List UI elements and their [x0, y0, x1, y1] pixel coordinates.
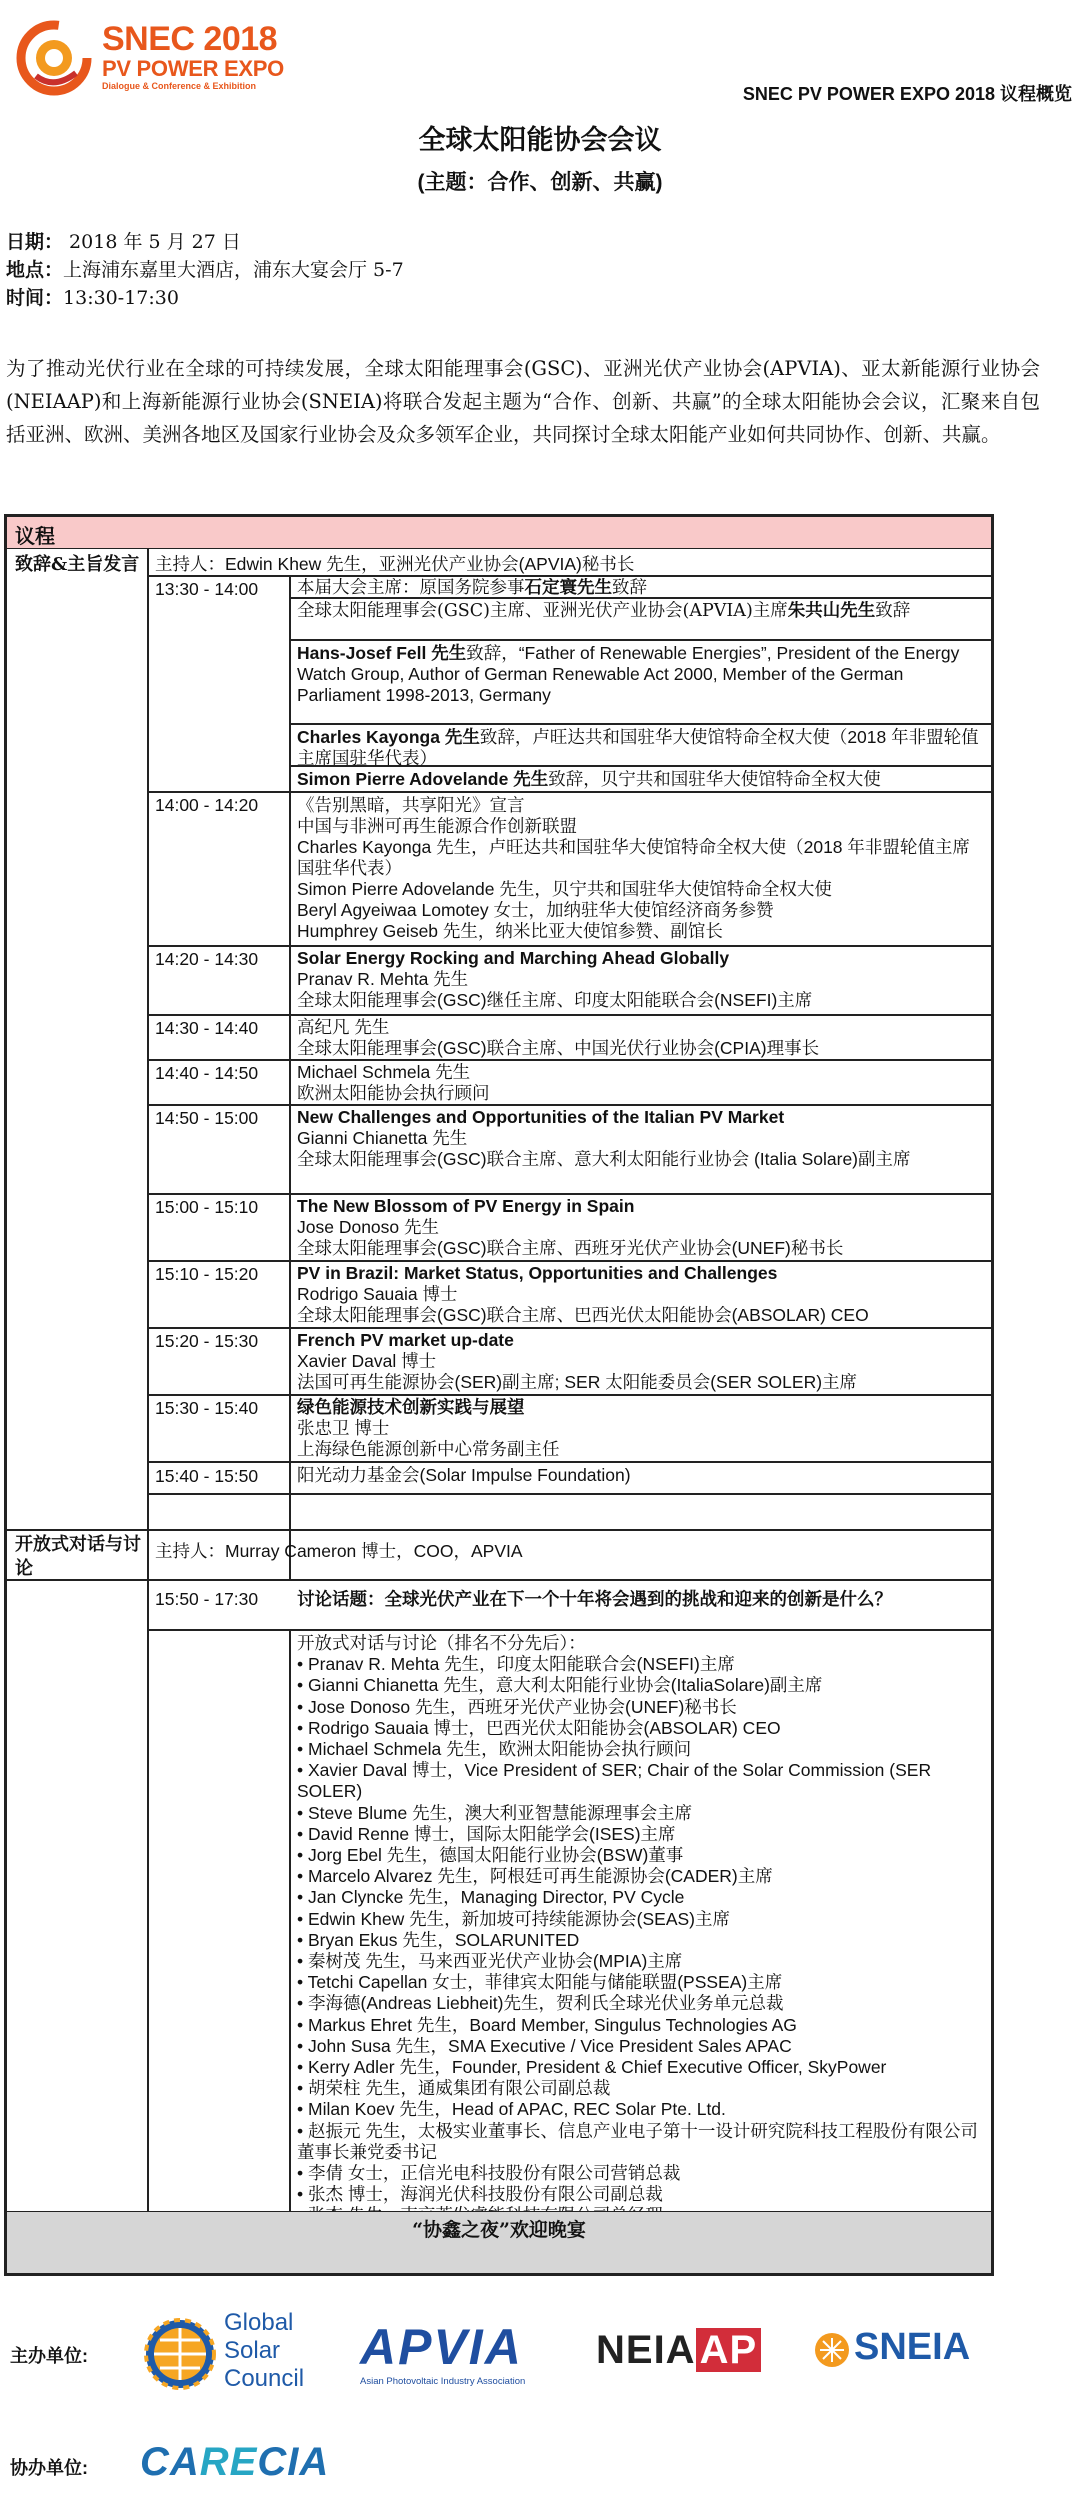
panel-item: • Bryan Ekus 先生，SOLARUNITED [297, 1929, 580, 1950]
s7-role: 全球太阳能理事会(GSC)联合主席、西班牙光伏产业协会(UNEF)秘书长 [297, 1238, 844, 1258]
row-line [147, 945, 991, 947]
panel-item: • 李海德(Andreas Liebheit)先生，贺利氏全球光伏业务单元总裁 [297, 1993, 784, 2014]
s10-block [297, 1397, 987, 1460]
row-line [147, 1260, 991, 1262]
panel-item: • 李倩 女士，正信光电科技股份有限公司营销总裁 [297, 2163, 681, 2184]
s1-speaker: 石定寰先生 [524, 578, 612, 598]
panel-item: • 胡荣柱 先生，通威集团有限公司副总裁 [297, 2078, 611, 2099]
s2-block [297, 795, 987, 942]
panel-item: • Kerry Adler 先生，Founder, President & Chief Executive Officer, SkyPower [297, 2057, 887, 2078]
section-line [7, 1529, 991, 1531]
panel-item: • 赵振元 先生，太极实业董事长、信息产业电子第十一设计研究院科技工程股份有限公司董事长兼党委书记 [297, 2120, 978, 2162]
s8-block [297, 1263, 987, 1326]
host-orgs-label: 主办单位: [10, 2346, 88, 2366]
s1-speaker: 朱共山先生 [787, 601, 876, 621]
row-line [289, 639, 991, 641]
agenda-heading: 议程 [7, 517, 991, 549]
s6-topic: New Challenges and Opportunities of the Italian PV Market [297, 1107, 785, 1127]
brand-subtitle: PV POWER EXPO [102, 56, 284, 81]
s2-line: Beryl Agyeiwaa Lomotey 女士，加纳驻华大使馆经济商务参赞 [297, 900, 774, 920]
gsc-word-2: Solar [224, 2337, 281, 2364]
sponsors-section [0, 2290, 1080, 2516]
s8-speaker: Rodrigo Sauaia 博士 [297, 1284, 458, 1304]
time-s3: 14:20 - 14:30 [155, 949, 259, 969]
s5-block [297, 1062, 987, 1104]
row-line [147, 1059, 991, 1061]
time-s2: 14:00 - 14:20 [155, 795, 259, 815]
panel-item: • Marcelo Alvarez 先生，阿根廷可再生能源协会(CADER)主席 [297, 1866, 773, 1887]
date-label: 日期： [6, 231, 64, 253]
time-s6: 14:50 - 15:00 [155, 1108, 259, 1128]
date-value: 2018 年 5 月 27 日 [63, 231, 241, 253]
section-keynote-label: 致辞&主旨发言 [15, 554, 140, 575]
welcome-dinner: “协鑫之夜”欢迎晚宴 [7, 2211, 991, 2273]
s1-text: 致辞，贝宁共和国驻华大使馆特命全权大使 [548, 769, 881, 789]
row-line [147, 1629, 991, 1631]
s6-role: 全球太阳能理事会(GSC)联合主席、意大利太阳能行业协会 (Italia Solare)副主席 [297, 1149, 911, 1169]
event-meta [6, 228, 404, 312]
row-line [147, 1461, 991, 1463]
s1-line5 [297, 769, 987, 790]
s2-line: Charles Kayonga 先生，卢旺达共和国驻华大使馆特命全权大使（2018 年非盟轮值主席国驻华代表） [297, 837, 970, 878]
row-line [147, 1579, 991, 1581]
s1-text: 致辞，“Father of Renewable Energies”, President of the Energy Watch Group, Author of German Renewable Act 2000, Member of the German Parliament 1998-2013, Germany [297, 643, 960, 705]
s3-block [297, 948, 987, 1011]
s1-speaker: Simon Pierre Adovelande 先生 [297, 769, 549, 789]
time-label: 时间： [6, 287, 64, 309]
apvia-logo [360, 2318, 560, 2398]
s3-speaker: Pranav R. Mehta 先生 [297, 969, 469, 989]
s4-block [297, 1017, 987, 1059]
time-s7: 15:00 - 15:10 [155, 1197, 259, 1217]
time-s9: 15:20 - 15:30 [155, 1331, 259, 1351]
panel-item: • Xavier Daval 博士，Vice President of SER; Chair of the Solar Commission (SER SOLER) [297, 1760, 932, 1802]
co-orgs-label: 协办单位: [10, 2458, 88, 2478]
s1-line4 [297, 727, 987, 769]
col-divider-2b [289, 1630, 291, 2211]
s10-speaker: 张忠卫 博士 [297, 1418, 390, 1438]
panel-item: • 张杰 博士，海润光伏科技股份有限公司副总裁 [297, 2184, 663, 2205]
date-line [6, 228, 404, 256]
s5-role: 欧洲太阳能协会执行顾问 [297, 1083, 490, 1103]
s3-role: 全球太阳能理事会(GSC)继任主席、印度太阳能联合会(NSEFI)主席 [297, 990, 813, 1010]
time-s10: 15:30 - 15:40 [155, 1398, 259, 1418]
row-line [147, 575, 991, 577]
row-line [147, 1014, 991, 1016]
col-divider-2 [289, 576, 291, 1579]
s9-topic: French PV market up-date [297, 1330, 514, 1350]
time-value: 13:30-17:30 [63, 287, 179, 309]
time-s8: 15:10 - 15:20 [155, 1264, 259, 1284]
s9-speaker: Xavier Daval 博士 [297, 1351, 437, 1371]
brand-title: SNEC 2018 [102, 20, 278, 58]
carecia-part-3: CIA [257, 2440, 330, 2484]
neiaap-part-1: NEIA [596, 2328, 696, 2372]
s10-role: 上海绿色能源创新中心常务副主任 [297, 1439, 560, 1459]
panel-item: • Milan Koev 先生，Head of APAC, REC Solar Pte. Ltd. [297, 2099, 726, 2120]
row-line [147, 1104, 991, 1106]
s1-text: 致辞 [612, 578, 647, 598]
s4-role: 全球太阳能理事会(GSC)联合主席、中国光伏行业协会(CPIA)理事长 [297, 1038, 820, 1058]
s1-line3 [297, 643, 987, 706]
s1-speaker: Charles Kayonga 先生 [297, 727, 480, 747]
s2-line: Simon Pierre Adovelande 先生，贝宁共和国驻华大使馆特命全权大使 [297, 879, 832, 899]
panel-item: • Edwin Khew 先生，新加坡可持续能源协会(SEAS)主席 [297, 1908, 730, 1929]
panel-item: • John Susa 先生，SMA Executive / Vice President Sales APAC [297, 2035, 792, 2056]
place-label: 地点： [6, 259, 64, 281]
s12-topic: 讨论话题：全球光伏产业在下一个十年将会遇到的挑战和迎来的创新是什么？ [297, 1589, 892, 1609]
neiaap-part-2: AP [696, 2328, 762, 2372]
carecia-logo [140, 2440, 329, 2485]
s11-role: 阳光动力基金会(Solar Impulse Foundation) [297, 1465, 631, 1485]
place-line [6, 256, 404, 284]
s7-speaker: Jose Donoso 先生 [297, 1217, 440, 1237]
row-line [147, 1493, 991, 1495]
neiaap-logo [596, 2328, 761, 2374]
s9-block [297, 1330, 987, 1393]
panel-item: • Tetchi Capellan 女士，菲律宾太阳能与储能联盟(PSSEA)主席 [297, 1972, 783, 1993]
sneia-sun-icon [812, 2330, 852, 2370]
s2-line: 《告别黑暗，共享阳光》宣言 [297, 795, 525, 815]
row-line [289, 723, 991, 725]
s1-text: 致辞 [875, 601, 911, 621]
time-s11: 15:40 - 15:50 [155, 1466, 259, 1486]
s1-speaker: Hans-Josef Fell 先生 [297, 643, 467, 663]
host-1: 主持人：Edwin Khew 先生，亚洲光伏产业协会(APVIA)秘书长 [155, 554, 635, 574]
panel-item: • 秦树茂 先生，马来西亚光伏产业协会(MPIA)主席 [297, 1951, 683, 1972]
brand-tagline: Dialogue & Conference & Exhibition [102, 81, 257, 91]
panel-items [297, 1654, 987, 2226]
agenda-table [4, 514, 994, 2276]
s8-topic: PV in Brazil: Market Status, Opportunities and Challenges [297, 1263, 778, 1283]
page-header [0, 0, 1080, 110]
s1-line1 [297, 578, 987, 599]
row-line [147, 1394, 991, 1396]
col-divider-1 [147, 549, 149, 2211]
s7-topic: The New Blossom of PV Energy in Spain [297, 1196, 635, 1216]
page-title: 全球太阳能协会会议 [418, 125, 662, 155]
carecia-part-2: RE [199, 2440, 258, 2484]
time-s5: 14:40 - 14:50 [155, 1063, 259, 1083]
panel-item: • David Renne 博士，国际太阳能学会(ISES)主席 [297, 1823, 676, 1844]
s4-speaker: 高纪凡 先生 [297, 1017, 390, 1037]
s1-text: 全球太阳能理事会(GSC)主席、亚洲光伏产业协会(APVIA)主席 [297, 601, 788, 621]
snec-sun-icon [16, 18, 96, 98]
s9-role: 法国可再生能源协会(SER)副主席; SER 太阳能委员会(SER SOLER)主席 [297, 1372, 858, 1392]
gsc-word-3: Council [224, 2365, 305, 2392]
time-line [6, 284, 404, 312]
apvia-subtitle: Asian Photovoltaic Industry Association [360, 2376, 526, 2387]
panel-item: • Jan Clyncke 先生，Managing Director, PV Cycle [297, 1887, 685, 1908]
panel-list [297, 1633, 987, 2227]
snec-logo [16, 18, 296, 98]
s7-block [297, 1196, 987, 1259]
gsc-word-1: Global [224, 2309, 294, 2336]
s2-line: Humphrey Geiseb 先生，纳米比亚大使馆参赞、副馆长 [297, 921, 723, 941]
panel-item: • Jorg Ebel 先生，德国太阳能行业协会(BSW)董事 [297, 1845, 684, 1866]
apvia-wordmark: APVIA [360, 2319, 523, 2375]
panel-item: • Jose Donoso 先生，西班牙光伏产业协会(UNEF)秘书长 [297, 1696, 737, 1717]
s10-topic: 绿色能源技术创新实践与展望 [297, 1397, 525, 1417]
panel-item: • Pranav R. Mehta 先生，印度太阳能联合会(NSEFI)主席 [297, 1654, 735, 1675]
sneia-wordmark: SNEIA [854, 2326, 971, 2368]
overview-label: SNEC PV POWER EXPO 2018 议程概览 [742, 84, 1072, 104]
page-subtitle: (主题：合作、创新、共赢) [417, 171, 663, 194]
s6-block [297, 1107, 987, 1170]
host-2: 主持人：Murray Cameron 博士，COO，APVIA [155, 1541, 523, 1561]
s8-role: 全球太阳能理事会(GSC)联合主席、巴西光伏太阳能协会(ABSOLAR) CEO [297, 1305, 869, 1325]
panel-item: • Steve Blume 先生，澳大利亚智慧能源理事会主席 [297, 1802, 693, 1823]
place-value: 上海浦东嘉里大酒店，浦东大宴会厅 5-7 [63, 259, 404, 281]
row-line [147, 791, 991, 793]
panel-item: • Markus Ehret 先生，Board Member, Singulus Technologies AG [297, 2014, 797, 2035]
gsc-globe-icon [140, 2314, 220, 2394]
s1-text: 本届大会主席：原国务院参事 [297, 578, 525, 598]
panel-item: • Rodrigo Sauaia 博士，巴西光伏太阳能协会(ABSOLAR) CEO [297, 1717, 781, 1738]
panel-title: 开放式对话与讨论（排名不分先后）： [297, 1633, 586, 1653]
panel-item: • Gianni Chianetta 先生，意大利太阳能行业协会(ItaliaSolare)副主席 [297, 1675, 823, 1696]
time-s12: 15:50 - 17:30 [155, 1589, 259, 1609]
s1-text: 致辞，卢旺达共和国驻华大使馆特命全权大使（2018 年非盟轮值主席国驻华代表） [297, 727, 979, 768]
time-s4: 14:30 - 14:40 [155, 1018, 259, 1038]
time-s1: 13:30 - 14:00 [155, 579, 259, 599]
panel-item: • Michael Schmela 先生，欧洲太阳能协会执行顾问 [297, 1739, 692, 1760]
s3-topic: Solar Energy Rocking and Marching Ahead Globally [297, 948, 730, 968]
gsc-logo [140, 2310, 340, 2400]
section-dialogue-label: 开放式对话与讨论 [15, 1534, 141, 1579]
s2-line: 中国与非洲可再生能源合作创新联盟 [297, 816, 577, 836]
s5-speaker: Michael Schmela 先生 [297, 1062, 471, 1082]
s1-line2 [297, 601, 987, 622]
carecia-part-1: CA [140, 2440, 200, 2484]
s6-speaker: Gianni Chianetta 先生 [297, 1128, 468, 1148]
row-line [147, 1193, 991, 1195]
row-line [147, 1327, 991, 1329]
intro-paragraph: 为了推动光伏行业在全球的可持续发展，全球太阳能理事会(GSC)、亚洲光伏产业协会(APVIA)、亚太新能源行业协会(NEIAAP)和上海新能源行业协会(SNEIA)将联合发起主题为“合作、创新、共赢”的全球太阳能协会会议，汇聚来自包括亚洲、欧洲、美洲各地区及国家行业协会及众多领军企业，共同探讨全球太阳能产业如何共同协作、创新、共赢。 [6, 357, 1040, 446]
